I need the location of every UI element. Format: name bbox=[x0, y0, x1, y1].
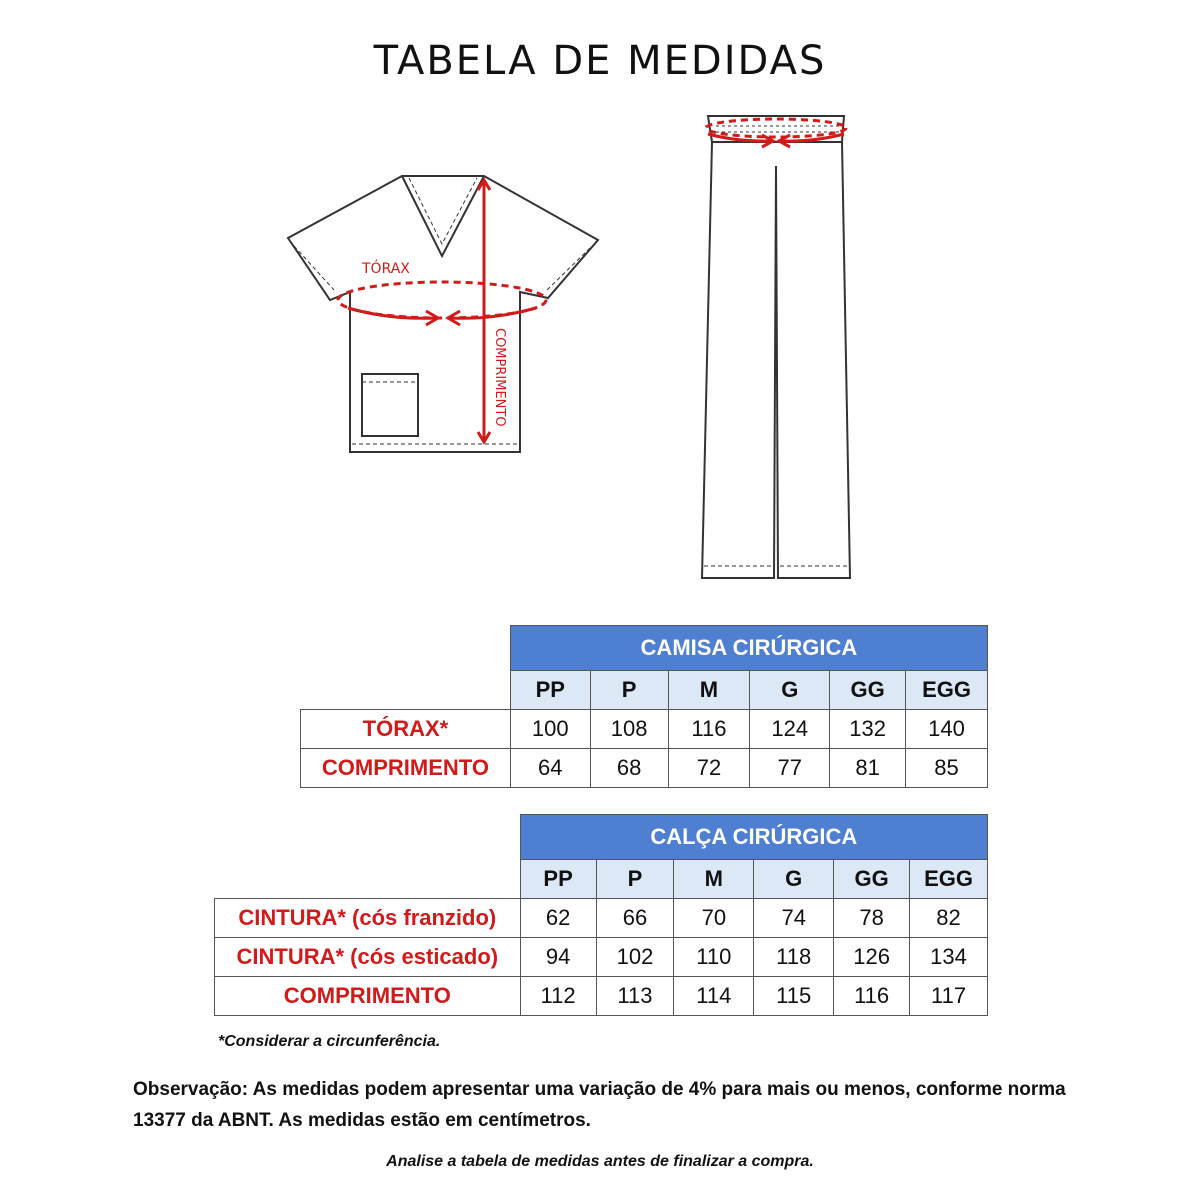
table-cell: 113 bbox=[596, 977, 674, 1016]
table-cell: 116 bbox=[668, 710, 750, 749]
shirt-icon bbox=[288, 176, 598, 452]
table-cell: 77 bbox=[750, 749, 830, 788]
table-cell: 134 bbox=[910, 938, 988, 977]
size-header: G bbox=[754, 860, 834, 899]
table-row bbox=[301, 710, 988, 749]
table-cell: 70 bbox=[674, 899, 754, 938]
table-cell: 74 bbox=[754, 899, 834, 938]
size-header: EGG bbox=[910, 860, 988, 899]
table-cell: 72 bbox=[668, 749, 750, 788]
size-header: P bbox=[590, 671, 668, 710]
table-row bbox=[215, 899, 988, 938]
row-label: CINTURA* (cós esticado) bbox=[215, 938, 521, 977]
table-cell: 62 bbox=[520, 899, 596, 938]
size-header: M bbox=[674, 860, 754, 899]
calca-size-table bbox=[214, 814, 988, 1016]
size-header: PP bbox=[520, 860, 596, 899]
table-cell: 124 bbox=[750, 710, 830, 749]
row-label: COMPRIMENTO bbox=[215, 977, 521, 1016]
torax-label: TÓRAX bbox=[362, 261, 410, 277]
size-header: PP bbox=[510, 671, 590, 710]
size-header: EGG bbox=[906, 671, 988, 710]
table-cell: 126 bbox=[834, 938, 910, 977]
table-cell: 112 bbox=[520, 977, 596, 1016]
table-row bbox=[215, 977, 988, 1016]
camisa-size-table bbox=[300, 625, 988, 788]
table-cell: 66 bbox=[596, 899, 674, 938]
table-cell: 116 bbox=[834, 977, 910, 1016]
table-cell: 81 bbox=[830, 749, 906, 788]
table-cell: 64 bbox=[510, 749, 590, 788]
comprimento-label: COMPRIMENTO bbox=[492, 328, 507, 427]
page-title: TABELA DE MEDIDAS bbox=[373, 38, 827, 84]
row-label: TÓRAX* bbox=[301, 710, 511, 749]
table-cell: 102 bbox=[596, 938, 674, 977]
size-header: G bbox=[750, 671, 830, 710]
size-header: GG bbox=[834, 860, 910, 899]
table-cell: 108 bbox=[590, 710, 668, 749]
table-cell: 94 bbox=[520, 938, 596, 977]
table-row bbox=[215, 938, 988, 977]
pants-icon bbox=[702, 116, 850, 578]
final-note: Analise a tabela de medidas antes de finalizar a compra. bbox=[386, 1153, 814, 1170]
table-cell: 110 bbox=[674, 938, 754, 977]
table-row bbox=[301, 749, 988, 788]
table-cell: 118 bbox=[754, 938, 834, 977]
camisa-header: CAMISA CIRÚRGICA bbox=[510, 626, 987, 671]
row-label: CINTURA* (cós franzido) bbox=[215, 899, 521, 938]
table-cell: 85 bbox=[906, 749, 988, 788]
table-cell: 78 bbox=[834, 899, 910, 938]
table-cell: 132 bbox=[830, 710, 906, 749]
table-cell: 68 bbox=[590, 749, 668, 788]
table-cell: 140 bbox=[906, 710, 988, 749]
table-cell: 115 bbox=[754, 977, 834, 1016]
table-cell: 117 bbox=[910, 977, 988, 1016]
table-cell: 100 bbox=[510, 710, 590, 749]
observation-text: Observação: As medidas podem apresentar uma variação de 4% para mais ou menos, conforme norma 13377 da ABNT. As medidas estão em centímetros. bbox=[133, 1079, 1066, 1131]
row-label: COMPRIMENTO bbox=[301, 749, 511, 788]
footnote: *Considerar a circunferência. bbox=[218, 1033, 441, 1050]
size-header: M bbox=[668, 671, 750, 710]
size-header: P bbox=[596, 860, 674, 899]
calca-header: CALÇA CIRÚRGICA bbox=[520, 815, 987, 860]
table-cell: 82 bbox=[910, 899, 988, 938]
size-header: GG bbox=[830, 671, 906, 710]
table-cell: 114 bbox=[674, 977, 754, 1016]
